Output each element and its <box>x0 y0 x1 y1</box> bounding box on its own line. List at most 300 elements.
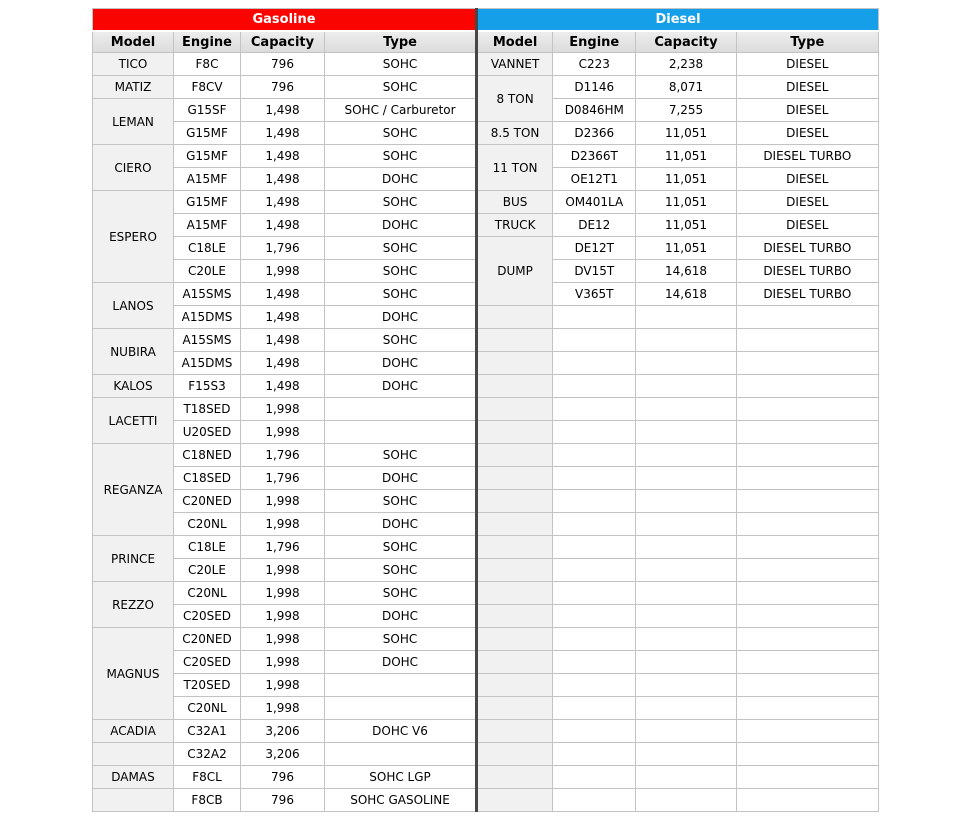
type-cell: DOHC <box>325 375 476 398</box>
type-cell <box>736 697 878 720</box>
capacity-cell: 1,498 <box>241 283 325 306</box>
model-cell: VANNET <box>477 53 553 76</box>
engine-cell <box>553 674 636 697</box>
diesel-table <box>475 8 879 812</box>
model-cell <box>477 490 553 513</box>
model-cell: PRINCE <box>93 536 174 582</box>
type-cell: SOHC <box>325 237 476 260</box>
type-cell <box>736 490 878 513</box>
type-cell: DIESEL <box>736 53 878 76</box>
empty-row <box>477 605 879 628</box>
capacity-cell: 796 <box>241 789 325 812</box>
capacity-cell: 1,498 <box>241 329 325 352</box>
type-cell: DOHC <box>325 168 476 191</box>
type-cell <box>736 651 878 674</box>
type-cell: DIESEL <box>736 214 878 237</box>
model-cell <box>477 306 553 329</box>
engine-cell: C32A1 <box>174 720 241 743</box>
engine-cell: F8CB <box>174 789 241 812</box>
table-row <box>93 628 476 651</box>
capacity-cell: 14,618 <box>636 260 736 283</box>
type-cell <box>736 674 878 697</box>
capacity-cell <box>636 306 736 329</box>
table-row <box>477 122 879 145</box>
engine-cell: G15SF <box>174 99 241 122</box>
engine-cell: C18NED <box>174 444 241 467</box>
empty-row <box>477 697 879 720</box>
engine-cell: D2366 <box>553 122 636 145</box>
capacity-cell: 1,498 <box>241 145 325 168</box>
model-cell <box>477 651 553 674</box>
model-cell <box>477 467 553 490</box>
gasoline-section-title: Gasoline <box>93 9 476 32</box>
capacity-cell: 11,051 <box>636 168 736 191</box>
table-row <box>93 99 476 122</box>
empty-row <box>477 582 879 605</box>
engine-cell: C20SED <box>174 605 241 628</box>
engine-cell: C18LE <box>174 237 241 260</box>
empty-row <box>477 789 879 812</box>
diesel-column-header-row <box>477 31 879 53</box>
table-row <box>93 766 476 789</box>
capacity-cell: 1,998 <box>241 697 325 720</box>
model-cell <box>477 766 553 789</box>
diesel-header-engine: Engine <box>553 31 636 53</box>
table-row <box>93 444 476 467</box>
table-row <box>93 536 476 559</box>
empty-row <box>477 628 879 651</box>
engine-cell: A15DMS <box>174 352 241 375</box>
model-cell <box>93 743 174 766</box>
capacity-cell <box>636 352 736 375</box>
type-cell: DIESEL <box>736 99 878 122</box>
capacity-cell <box>636 375 736 398</box>
model-cell: REGANZA <box>93 444 174 536</box>
gasoline-header-model: Model <box>93 31 174 53</box>
gasoline-column-header-row <box>93 31 476 53</box>
model-cell <box>477 628 553 651</box>
type-cell <box>736 628 878 651</box>
engine-cell: OE12T1 <box>553 168 636 191</box>
engine-cell <box>553 329 636 352</box>
capacity-cell: 796 <box>241 766 325 789</box>
type-cell: DIESEL TURBO <box>736 283 878 306</box>
model-cell <box>477 605 553 628</box>
engine-cell: OM401LA <box>553 191 636 214</box>
capacity-cell <box>636 329 736 352</box>
capacity-cell: 1,998 <box>241 513 325 536</box>
type-cell <box>736 582 878 605</box>
engine-cell: C20LE <box>174 559 241 582</box>
model-cell: 8 TON <box>477 76 553 122</box>
model-cell: REZZO <box>93 582 174 628</box>
table-row <box>93 145 476 168</box>
engine-cell: G15MF <box>174 191 241 214</box>
type-cell: DIESEL <box>736 122 878 145</box>
engine-cell <box>553 444 636 467</box>
type-cell: DOHC <box>325 605 476 628</box>
gasoline-table-body <box>93 53 476 812</box>
type-cell: SOHC <box>325 628 476 651</box>
model-cell <box>477 352 553 375</box>
capacity-cell <box>636 421 736 444</box>
engine-cell: A15DMS <box>174 306 241 329</box>
table-row <box>477 191 879 214</box>
capacity-cell <box>636 536 736 559</box>
capacity-cell: 1,498 <box>241 306 325 329</box>
type-cell <box>736 513 878 536</box>
engine-cell: C20NED <box>174 628 241 651</box>
diesel-header-model: Model <box>477 31 553 53</box>
model-cell <box>477 582 553 605</box>
engine-cell <box>553 352 636 375</box>
table-row <box>93 191 476 214</box>
model-cell <box>477 720 553 743</box>
engine-cell <box>553 375 636 398</box>
type-cell <box>325 398 476 421</box>
capacity-cell: 14,618 <box>636 283 736 306</box>
type-cell <box>736 421 878 444</box>
type-cell <box>736 467 878 490</box>
engine-cell: V365T <box>553 283 636 306</box>
capacity-cell: 11,051 <box>636 145 736 168</box>
empty-row <box>477 329 879 352</box>
model-cell: LANOS <box>93 283 174 329</box>
type-cell <box>736 766 878 789</box>
capacity-cell: 796 <box>241 76 325 99</box>
capacity-cell <box>636 789 736 812</box>
table-row <box>93 720 476 743</box>
model-cell: ACADIA <box>93 720 174 743</box>
type-cell: SOHC <box>325 76 476 99</box>
type-cell: DOHC V6 <box>325 720 476 743</box>
capacity-cell: 1,498 <box>241 99 325 122</box>
type-cell: SOHC / Carburetor <box>325 99 476 122</box>
empty-row <box>477 720 879 743</box>
engine-cell <box>553 421 636 444</box>
type-cell <box>736 375 878 398</box>
type-cell: DOHC <box>325 352 476 375</box>
type-cell <box>736 398 878 421</box>
engine-cell: C32A2 <box>174 743 241 766</box>
type-cell <box>736 720 878 743</box>
empty-row <box>477 559 879 582</box>
diesel-band-row <box>477 9 879 32</box>
capacity-cell <box>636 766 736 789</box>
empty-row <box>477 444 879 467</box>
diesel-header-capacity: Capacity <box>636 31 736 53</box>
engine-cell: F15S3 <box>174 375 241 398</box>
type-cell: DIESEL <box>736 191 878 214</box>
type-cell <box>736 352 878 375</box>
type-cell <box>325 421 476 444</box>
type-cell: DOHC <box>325 651 476 674</box>
engine-cell <box>553 651 636 674</box>
capacity-cell <box>636 398 736 421</box>
model-cell: ESPERO <box>93 191 174 283</box>
empty-row <box>477 536 879 559</box>
model-cell: KALOS <box>93 375 174 398</box>
model-cell <box>477 444 553 467</box>
engine-cell <box>553 582 636 605</box>
engine-cell <box>553 398 636 421</box>
capacity-cell: 2,238 <box>636 53 736 76</box>
type-cell: SOHC <box>325 490 476 513</box>
engine-cell: T20SED <box>174 674 241 697</box>
type-cell: SOHC LGP <box>325 766 476 789</box>
table-row <box>477 214 879 237</box>
empty-row <box>477 743 879 766</box>
empty-row <box>477 375 879 398</box>
capacity-cell <box>636 720 736 743</box>
model-cell <box>477 536 553 559</box>
type-cell <box>736 559 878 582</box>
capacity-cell: 11,051 <box>636 122 736 145</box>
capacity-cell: 1,998 <box>241 398 325 421</box>
model-cell: LACETTI <box>93 398 174 444</box>
engine-cell <box>553 605 636 628</box>
capacity-cell: 7,255 <box>636 99 736 122</box>
model-cell <box>477 789 553 812</box>
type-cell: DIESEL TURBO <box>736 260 878 283</box>
engine-cell: C20NL <box>174 582 241 605</box>
engine-cell: G15MF <box>174 145 241 168</box>
capacity-cell: 1,498 <box>241 168 325 191</box>
capacity-cell <box>636 651 736 674</box>
type-cell: SOHC <box>325 53 476 76</box>
model-cell <box>93 789 174 812</box>
capacity-cell: 1,998 <box>241 605 325 628</box>
model-cell: DAMAS <box>93 766 174 789</box>
engine-cell: DE12 <box>553 214 636 237</box>
capacity-cell: 3,206 <box>241 720 325 743</box>
type-cell <box>736 536 878 559</box>
model-cell: CIERO <box>93 145 174 191</box>
capacity-cell: 1,498 <box>241 352 325 375</box>
capacity-cell: 8,071 <box>636 76 736 99</box>
engine-cell: D0846HM <box>553 99 636 122</box>
capacity-cell: 1,998 <box>241 582 325 605</box>
engine-cell: D1146 <box>553 76 636 99</box>
type-cell <box>325 697 476 720</box>
empty-row <box>477 766 879 789</box>
model-cell <box>477 329 553 352</box>
engine-cell: A15MF <box>174 168 241 191</box>
engine-cell: C20SED <box>174 651 241 674</box>
table-row <box>477 53 879 76</box>
diesel-header-type: Type <box>736 31 878 53</box>
type-cell: DIESEL TURBO <box>736 237 878 260</box>
capacity-cell: 11,051 <box>636 214 736 237</box>
model-cell <box>477 513 553 536</box>
capacity-cell: 11,051 <box>636 191 736 214</box>
gasoline-header-type: Type <box>325 31 476 53</box>
type-cell: SOHC GASOLINE <box>325 789 476 812</box>
engine-cell: DV15T <box>553 260 636 283</box>
table-row <box>93 398 476 421</box>
type-cell <box>736 605 878 628</box>
capacity-cell: 1,998 <box>241 628 325 651</box>
model-cell <box>477 421 553 444</box>
gasoline-table <box>92 8 476 812</box>
capacity-cell: 1,998 <box>241 559 325 582</box>
capacity-cell <box>636 467 736 490</box>
type-cell: SOHC <box>325 145 476 168</box>
engine-cell <box>553 490 636 513</box>
engine-cell: C20NL <box>174 513 241 536</box>
type-cell: SOHC <box>325 444 476 467</box>
capacity-cell <box>636 559 736 582</box>
empty-row <box>477 651 879 674</box>
engine-cell <box>553 536 636 559</box>
engine-cell <box>553 766 636 789</box>
engine-cell: T18SED <box>174 398 241 421</box>
engine-cell: A15SMS <box>174 329 241 352</box>
engine-cell: A15SMS <box>174 283 241 306</box>
table-row <box>93 329 476 352</box>
engine-cell: A15MF <box>174 214 241 237</box>
type-cell: DIESEL <box>736 76 878 99</box>
type-cell: DIESEL TURBO <box>736 145 878 168</box>
empty-row <box>477 674 879 697</box>
table-row <box>93 743 476 766</box>
engine-cell <box>553 513 636 536</box>
engine-cell <box>553 628 636 651</box>
model-cell <box>477 674 553 697</box>
engine-cell <box>553 467 636 490</box>
type-cell <box>325 743 476 766</box>
engine-cell: F8CV <box>174 76 241 99</box>
table-row <box>93 283 476 306</box>
empty-row <box>477 490 879 513</box>
model-cell: 11 TON <box>477 145 553 191</box>
type-cell: SOHC <box>325 559 476 582</box>
capacity-cell: 1,998 <box>241 260 325 283</box>
model-cell: BUS <box>477 191 553 214</box>
model-cell: NUBIRA <box>93 329 174 375</box>
model-cell: TICO <box>93 53 174 76</box>
engine-cell: F8C <box>174 53 241 76</box>
capacity-cell: 1,998 <box>241 490 325 513</box>
empty-row <box>477 352 879 375</box>
engine-cell: F8CL <box>174 766 241 789</box>
capacity-cell: 3,206 <box>241 743 325 766</box>
engine-cell <box>553 789 636 812</box>
type-cell: DOHC <box>325 513 476 536</box>
table-row <box>477 145 879 168</box>
engine-cell <box>553 743 636 766</box>
capacity-cell: 11,051 <box>636 237 736 260</box>
capacity-cell <box>636 513 736 536</box>
model-cell <box>477 559 553 582</box>
gasoline-band-row <box>93 9 476 32</box>
engine-cell: C18LE <box>174 536 241 559</box>
capacity-cell: 1,498 <box>241 214 325 237</box>
type-cell <box>736 306 878 329</box>
empty-row <box>477 467 879 490</box>
model-cell: 8.5 TON <box>477 122 553 145</box>
model-cell: TRUCK <box>477 214 553 237</box>
model-cell: MATIZ <box>93 76 174 99</box>
capacity-cell: 796 <box>241 53 325 76</box>
engine-cell <box>553 559 636 582</box>
type-cell: SOHC <box>325 536 476 559</box>
engine-cell: C20NED <box>174 490 241 513</box>
engine-cell: C223 <box>553 53 636 76</box>
type-cell: SOHC <box>325 260 476 283</box>
empty-row <box>477 398 879 421</box>
type-cell: DIESEL <box>736 168 878 191</box>
type-cell: SOHC <box>325 582 476 605</box>
engine-cell: G15MF <box>174 122 241 145</box>
capacity-cell <box>636 444 736 467</box>
gasoline-header-capacity: Capacity <box>241 31 325 53</box>
empty-row <box>477 421 879 444</box>
capacity-cell: 1,498 <box>241 191 325 214</box>
table-row <box>93 76 476 99</box>
capacity-cell: 1,998 <box>241 674 325 697</box>
capacity-cell: 1,498 <box>241 375 325 398</box>
engine-cell <box>553 306 636 329</box>
engine-cell <box>553 720 636 743</box>
capacity-cell: 1,796 <box>241 536 325 559</box>
type-cell: SOHC <box>325 329 476 352</box>
capacity-cell <box>636 605 736 628</box>
capacity-cell <box>636 628 736 651</box>
capacity-cell: 1,498 <box>241 122 325 145</box>
diesel-table-body <box>477 53 879 812</box>
model-cell <box>477 697 553 720</box>
table-row <box>477 237 879 260</box>
capacity-cell: 1,796 <box>241 237 325 260</box>
model-cell: DUMP <box>477 237 553 306</box>
capacity-cell: 1,796 <box>241 467 325 490</box>
capacity-cell: 1,998 <box>241 421 325 444</box>
table-row <box>477 76 879 99</box>
capacity-cell <box>636 743 736 766</box>
capacity-cell <box>636 697 736 720</box>
capacity-cell <box>636 582 736 605</box>
type-cell <box>736 789 878 812</box>
gasoline-header-engine: Engine <box>174 31 241 53</box>
table-row <box>93 53 476 76</box>
engine-cell <box>553 697 636 720</box>
model-cell: MAGNUS <box>93 628 174 720</box>
type-cell: SOHC <box>325 191 476 214</box>
engine-cell: C18SED <box>174 467 241 490</box>
table-row <box>93 375 476 398</box>
engine-cell: D2366T <box>553 145 636 168</box>
diesel-section-title: Diesel <box>477 9 879 32</box>
type-cell <box>325 674 476 697</box>
model-cell <box>477 743 553 766</box>
model-cell: LEMAN <box>93 99 174 145</box>
table-row <box>93 789 476 812</box>
type-cell <box>736 743 878 766</box>
engine-cell: C20NL <box>174 697 241 720</box>
engine-cell: U20SED <box>174 421 241 444</box>
engine-cell: DE12T <box>553 237 636 260</box>
table-row <box>93 582 476 605</box>
type-cell: DOHC <box>325 467 476 490</box>
capacity-cell: 1,796 <box>241 444 325 467</box>
empty-row <box>477 306 879 329</box>
capacity-cell <box>636 490 736 513</box>
type-cell: DOHC <box>325 306 476 329</box>
capacity-cell <box>636 674 736 697</box>
empty-row <box>477 513 879 536</box>
model-cell <box>477 398 553 421</box>
